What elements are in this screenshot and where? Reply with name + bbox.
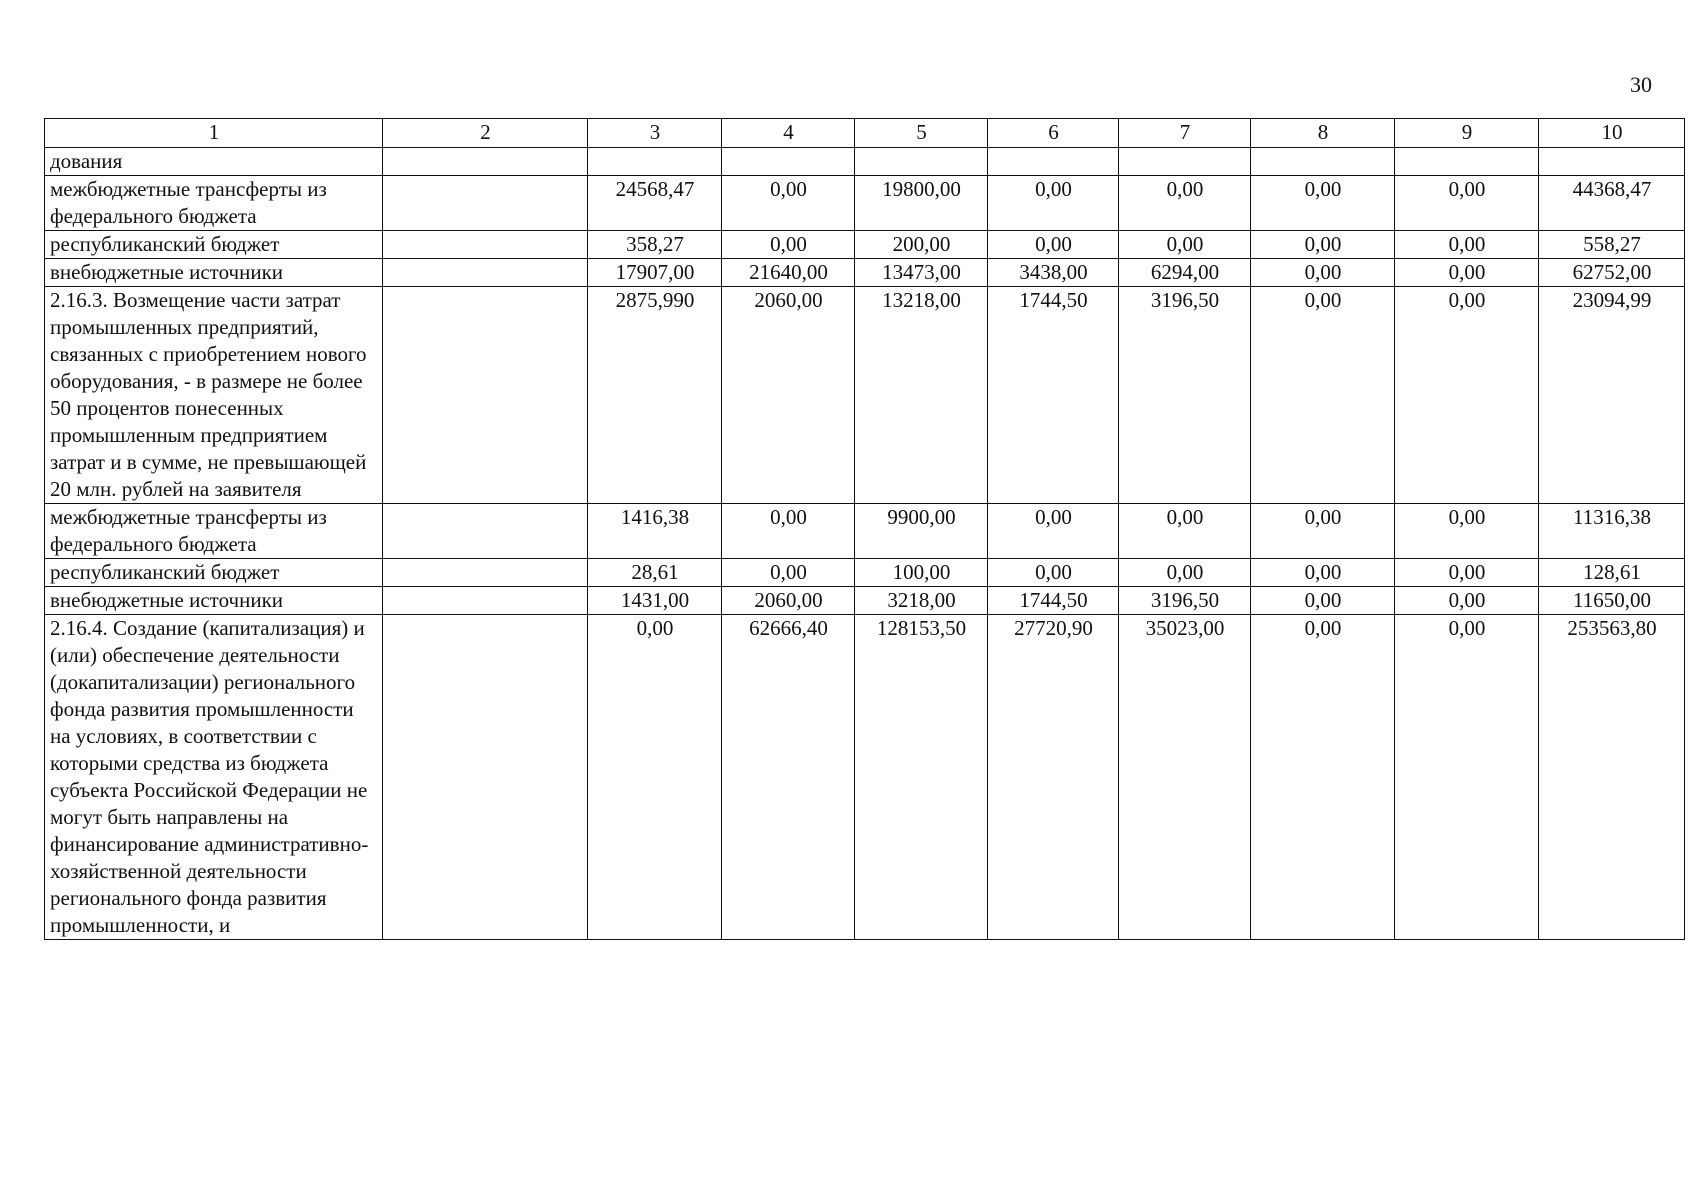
row-label: республиканский бюджет bbox=[45, 231, 383, 259]
cell-value: 558,27 bbox=[1539, 231, 1685, 259]
budget-table bbox=[44, 118, 1685, 940]
cell-value: 128,61 bbox=[1539, 559, 1685, 587]
cell-value: 0,00 bbox=[722, 231, 855, 259]
cell-value: 0,00 bbox=[1119, 559, 1251, 587]
row-label: межбюджетные трансферты из федерального бюджета bbox=[45, 504, 383, 559]
cell-value: 24568,47 bbox=[588, 176, 722, 231]
cell-value: 23094,99 bbox=[1539, 287, 1685, 504]
cell-value: 358,27 bbox=[588, 231, 722, 259]
row-label: дования bbox=[45, 148, 383, 176]
table-row bbox=[45, 587, 1685, 615]
cell-value: 0,00 bbox=[1251, 504, 1395, 559]
cell-value: 3438,00 bbox=[988, 259, 1119, 287]
row-col2 bbox=[383, 148, 588, 176]
row-col2 bbox=[383, 287, 588, 504]
cell-value: 253563,80 bbox=[1539, 615, 1685, 940]
cell-value: 2060,00 bbox=[722, 587, 855, 615]
row-label: внебюджетные источники bbox=[45, 587, 383, 615]
cell-value: 200,00 bbox=[855, 231, 988, 259]
cell-value bbox=[588, 148, 722, 176]
cell-value bbox=[1251, 148, 1395, 176]
row-label: 2.16.4. Создание (капитализация) и (или) обеспечение деятельности (докапитализации) регионального фонда развития промышленности на условиях, в соответствии с которыми средства из бюджета субъекта Российской Федерации не могут быть направлены на финансирование административно-хозяйственной деятельности регионального фонда развития промышленности, и bbox=[45, 615, 383, 940]
cell-value: 100,00 bbox=[855, 559, 988, 587]
cell-value: 0,00 bbox=[1395, 259, 1539, 287]
header-col-4: 4 bbox=[722, 119, 855, 148]
cell-value bbox=[855, 148, 988, 176]
cell-value: 0,00 bbox=[988, 176, 1119, 231]
table-row bbox=[45, 231, 1685, 259]
row-col2 bbox=[383, 504, 588, 559]
cell-value: 0,00 bbox=[588, 615, 722, 940]
row-label: 2.16.3. Возмещение части затрат промышленных предприятий, связанных с приобретением нового оборудования, - в размере не более 50 процентов понесенных промышленным предприятием затрат и в сумме, не превышающей 20 млн. рублей на заявителя bbox=[45, 287, 383, 504]
cell-value: 0,00 bbox=[722, 176, 855, 231]
cell-value: 3218,00 bbox=[855, 587, 988, 615]
cell-value: 0,00 bbox=[1251, 587, 1395, 615]
cell-value bbox=[1395, 148, 1539, 176]
cell-value: 0,00 bbox=[1119, 176, 1251, 231]
header-col-3: 3 bbox=[588, 119, 722, 148]
row-col2 bbox=[383, 587, 588, 615]
cell-value: 35023,00 bbox=[1119, 615, 1251, 940]
cell-value: 6294,00 bbox=[1119, 259, 1251, 287]
cell-value: 0,00 bbox=[1395, 504, 1539, 559]
table-row bbox=[45, 615, 1685, 940]
cell-value: 62666,40 bbox=[722, 615, 855, 940]
cell-value: 0,00 bbox=[1251, 615, 1395, 940]
cell-value bbox=[722, 148, 855, 176]
row-col2 bbox=[383, 231, 588, 259]
cell-value: 19800,00 bbox=[855, 176, 988, 231]
header-col-10: 10 bbox=[1539, 119, 1685, 148]
cell-value bbox=[1119, 148, 1251, 176]
cell-value: 0,00 bbox=[1251, 287, 1395, 504]
cell-value: 0,00 bbox=[988, 231, 1119, 259]
table-row bbox=[45, 176, 1685, 231]
header-col-1: 1 bbox=[45, 119, 383, 148]
row-label: внебюджетные источники bbox=[45, 259, 383, 287]
table-row bbox=[45, 148, 1685, 176]
table-row bbox=[45, 504, 1685, 559]
cell-value: 0,00 bbox=[1119, 504, 1251, 559]
cell-value: 0,00 bbox=[1251, 559, 1395, 587]
cell-value: 0,00 bbox=[988, 559, 1119, 587]
cell-value: 0,00 bbox=[1395, 615, 1539, 940]
header-col-5: 5 bbox=[855, 119, 988, 148]
cell-value: 0,00 bbox=[722, 559, 855, 587]
header-row bbox=[45, 119, 1685, 148]
row-label: республиканский бюджет bbox=[45, 559, 383, 587]
page-number: 30 bbox=[1630, 72, 1652, 97]
cell-value: 21640,00 bbox=[722, 259, 855, 287]
cell-value: 3196,50 bbox=[1119, 287, 1251, 504]
header-col-8: 8 bbox=[1251, 119, 1395, 148]
header-col-2: 2 bbox=[383, 119, 588, 148]
cell-value: 0,00 bbox=[1395, 287, 1539, 504]
row-label: межбюджетные трансферты из федерального бюджета bbox=[45, 176, 383, 231]
cell-value: 13218,00 bbox=[855, 287, 988, 504]
cell-value: 2875,990 bbox=[588, 287, 722, 504]
cell-value: 0,00 bbox=[1119, 231, 1251, 259]
cell-value: 0,00 bbox=[722, 504, 855, 559]
header-col-7: 7 bbox=[1119, 119, 1251, 148]
cell-value: 128153,50 bbox=[855, 615, 988, 940]
row-col2 bbox=[383, 615, 588, 940]
cell-value: 17907,00 bbox=[588, 259, 722, 287]
cell-value: 1431,00 bbox=[588, 587, 722, 615]
cell-value: 0,00 bbox=[1251, 176, 1395, 231]
cell-value: 44368,47 bbox=[1539, 176, 1685, 231]
cell-value: 11316,38 bbox=[1539, 504, 1685, 559]
cell-value: 0,00 bbox=[1251, 231, 1395, 259]
cell-value bbox=[1539, 148, 1685, 176]
cell-value: 0,00 bbox=[1251, 259, 1395, 287]
cell-value: 2060,00 bbox=[722, 287, 855, 504]
header-col-6: 6 bbox=[988, 119, 1119, 148]
cell-value: 0,00 bbox=[1395, 559, 1539, 587]
cell-value: 0,00 bbox=[1395, 587, 1539, 615]
row-col2 bbox=[383, 259, 588, 287]
cell-value: 28,61 bbox=[588, 559, 722, 587]
row-col2 bbox=[383, 176, 588, 231]
cell-value: 9900,00 bbox=[855, 504, 988, 559]
cell-value bbox=[988, 148, 1119, 176]
table-row bbox=[45, 259, 1685, 287]
cell-value: 1744,50 bbox=[988, 587, 1119, 615]
cell-value: 3196,50 bbox=[1119, 587, 1251, 615]
table-row bbox=[45, 287, 1685, 504]
cell-value: 1416,38 bbox=[588, 504, 722, 559]
cell-value: 62752,00 bbox=[1539, 259, 1685, 287]
header-col-9: 9 bbox=[1395, 119, 1539, 148]
cell-value: 13473,00 bbox=[855, 259, 988, 287]
cell-value: 1744,50 bbox=[988, 287, 1119, 504]
row-col2 bbox=[383, 559, 588, 587]
table-row bbox=[45, 559, 1685, 587]
cell-value: 0,00 bbox=[1395, 231, 1539, 259]
cell-value: 0,00 bbox=[988, 504, 1119, 559]
cell-value: 11650,00 bbox=[1539, 587, 1685, 615]
cell-value: 0,00 bbox=[1395, 176, 1539, 231]
cell-value: 27720,90 bbox=[988, 615, 1119, 940]
